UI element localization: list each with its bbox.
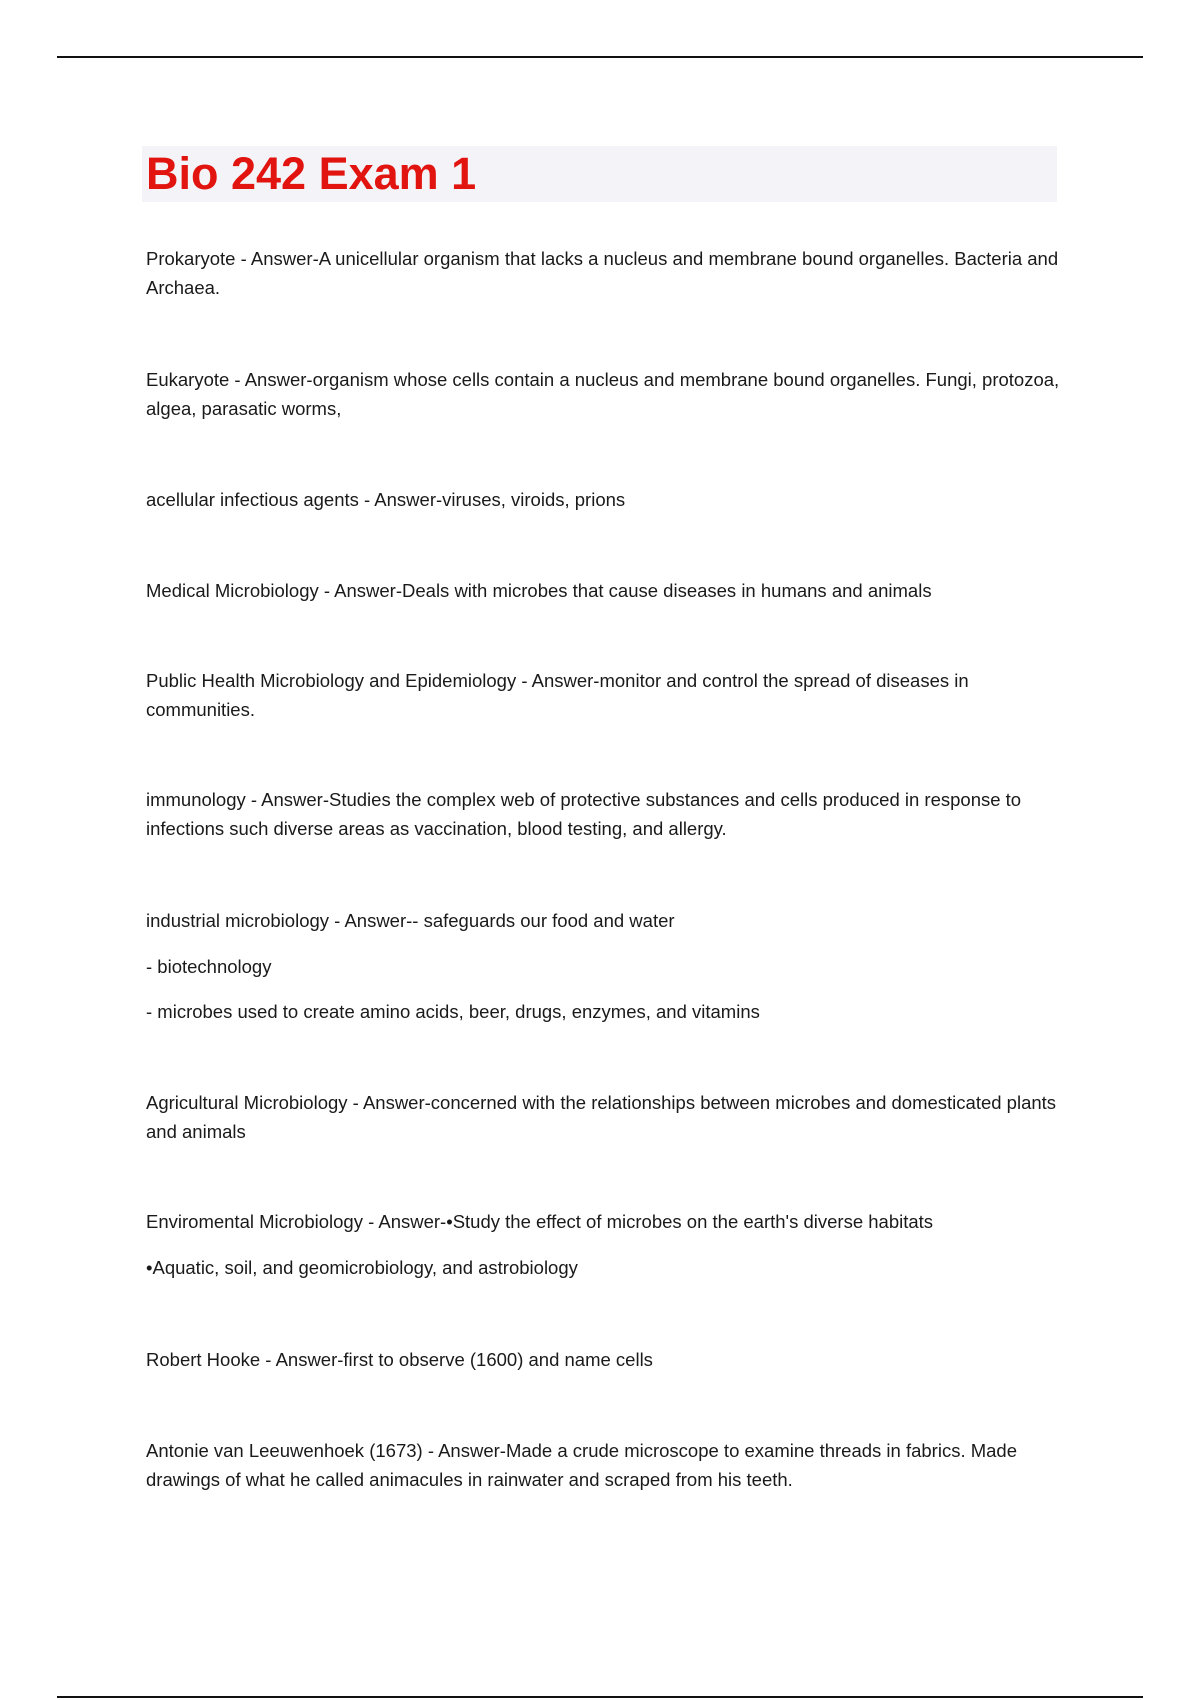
entry-acellular-agents <box>146 486 1066 515</box>
entry-robert-hooke <box>146 1346 1066 1375</box>
entry-medical-microbiology <box>146 577 1066 606</box>
entry-text: Eukaryote - Answer-organism whose cells contain a nucleus and membrane bound organelles. Fungi, protozoa, algea, parasatic worms, <box>146 369 1060 419</box>
entry-text: industrial microbiology - Answer-- safeguards our food and water <box>146 910 675 931</box>
entry-text: Public Health Microbiology and Epidemiology - Answer-monitor and control the spread of diseases in communities. <box>146 670 969 720</box>
entry-text: Prokaryote - Answer-A unicellular organism that lacks a nucleus and membrane bound organelles. Bacteria and Archaea. <box>146 248 1059 298</box>
document-title: Bio 242 Exam 1 <box>146 148 477 199</box>
entry-text: Enviromental Microbiology - Answer-•Study the effect of microbes on the earth's diverse habitats <box>146 1211 934 1232</box>
entry-text: - microbes used to create amino acids, beer, drugs, enzymes, and vitamins <box>146 1001 760 1022</box>
entry-text: - biotechnology <box>146 955 272 977</box>
entry-prokaryote <box>146 245 1066 302</box>
top-rule <box>57 56 1143 58</box>
entry-eukaryote <box>146 366 1066 423</box>
entry-industrial-microbiology <box>146 907 1066 1027</box>
entry-text: Robert Hooke - Answer-first to observe (1600) and name cells <box>146 1349 653 1370</box>
entry-immunology <box>146 786 1066 843</box>
entry-text: immunology - Answer-Studies the complex web of protective substances and cells produced in response to infections such diverse areas as vaccination, blood testing, and allergy. <box>146 789 1022 839</box>
entry-public-health <box>146 667 1066 724</box>
entry-text: Agricultural Microbiology - Answer-concerned with the relationships between microbes and domesticated plants and animals <box>146 1092 1057 1142</box>
entry-leeuwenhoek <box>146 1437 1066 1494</box>
entry-enviromental-microbiology <box>146 1208 1066 1282</box>
entry-text: •Aquatic, soil, and geomicrobiology, and astrobiology <box>146 1256 578 1278</box>
entry-agricultural-microbiology <box>146 1089 1066 1146</box>
entry-text: Medical Microbiology - Answer-Deals with microbes that cause diseases in humans and animals <box>146 580 932 601</box>
entry-text: acellular infectious agents - Answer-viruses, viroids, prions <box>146 489 626 510</box>
bottom-rule <box>57 1696 1143 1698</box>
entry-text: Antonie van Leeuwenhoek (1673) - Answer-Made a crude microscope to examine threads in fabrics. Made drawings of what he called animacules in rainwater and scraped from his teeth. <box>146 1440 1017 1490</box>
